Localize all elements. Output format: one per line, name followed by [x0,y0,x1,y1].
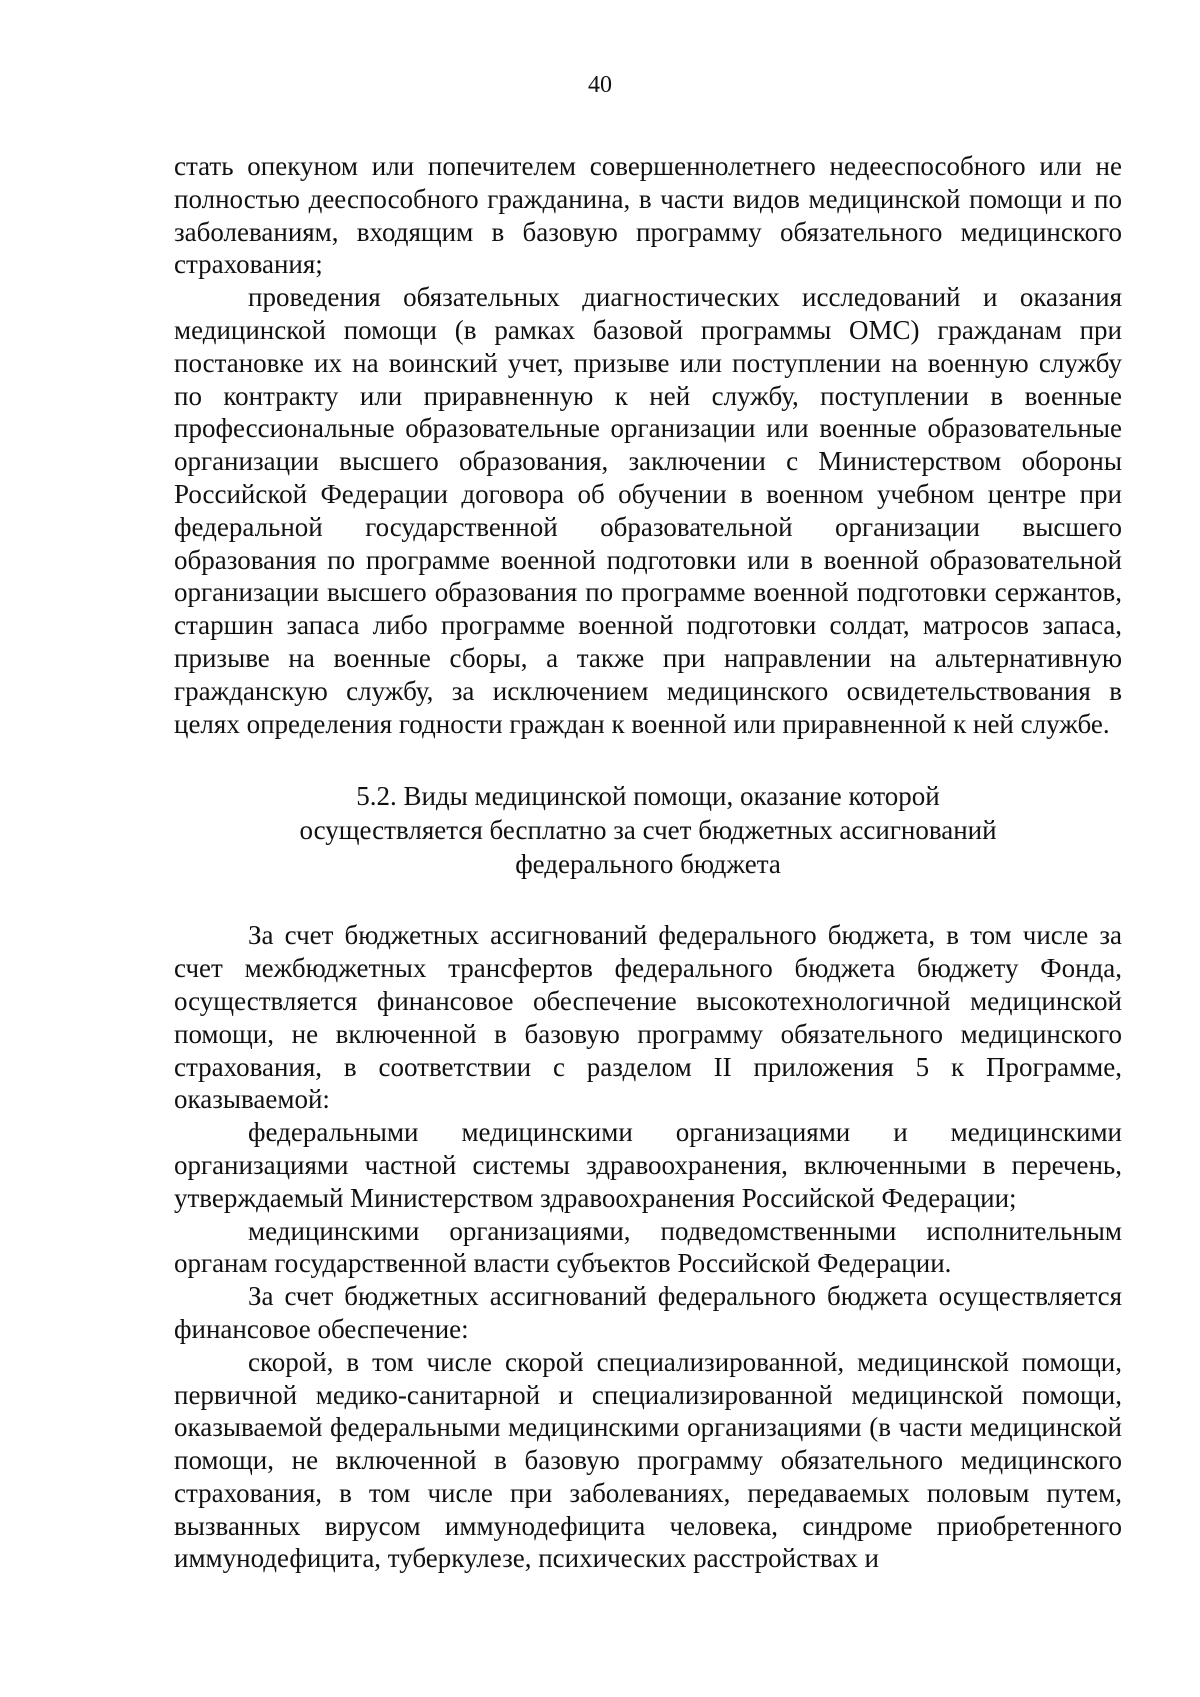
section-heading-line-1: 5.2. Виды медицинской помощи, оказание которой [356,781,940,812]
paragraph-continuation: стать опекуном или попечителем совершеннолетнего недееспособного или не полностью дееспособного гражданина, в части видов медицинской помощи и по заболеваниям, входящим в базовую программу обязательного медицинского страхования; [174,151,1122,280]
document-body [174,150,1122,1575]
paragraph-federal-organizations: федеральными медицинскими организациями и медицинскими организациями частной системы здравоохранения, включенными в перечень, утверждаемый Министерством здравоохранения Российской Федерации; [174,1117,1122,1213]
paragraph-military-registration: проведения обязательных диагностических исследований и оказания медицинской помощи (в рамках базовой программы ОМС) гражданам при постановке их на воинский учет, призыве или поступлении на военную службу по контракту или приравненную к ней службу, поступлении в военные профессиональные образовательные организации или военные образовательные организации высшего образования, заключении с Министерством обороны Российской Федерации договора об обучении в военном учебном центре при федеральной государственной образовательной организации высшего образования по программе военной подготовки или в военной образовательной организации высшего образования по программе военной подготовки сержантов, старшин запаса либо программе военной подготовки солдат, матросов запаса, призыве на военные сборы, а также при направлении на альтернативную гражданскую службу, за исключением медицинского освидетельствования в целях определения годности граждан к военной или приравненной к ней службе. [174,282,1122,739]
paragraph-subordinate-organizations: медицинскими организациями, подведомственными исполнительным органам государственной власти субъектов Российской Федерации. [174,1215,1122,1279]
section-heading-line-3: федерального бюджета [515,849,781,880]
paragraph-federal-budget-htmp: За счет бюджетных ассигнований федерального бюджета, в том числе за счет межбюджетных трансфертов федерального бюджета бюджету Фонда, осуществляется финансовое обеспечение высокотехнологичной медицинской помощи, не включенной в базовую программу обязательного медицинского страхования, в соответствии с разделом II приложения 5 к Программе, оказываемой: [174,920,1122,1115]
paragraph-financial-provision: За счет бюджетных ассигнований федерального бюджета осуществляется финансовое обеспечение: [174,1281,1122,1344]
page-number: 40 [588,72,612,98]
section-heading-line-2: осуществляется бесплатно за счет бюджетных ассигнований [299,815,997,846]
section-heading [258,779,1038,881]
paragraph-emergency-care: скорой, в том числе скорой специализированной, медицинской помощи, первичной медико-санитарной и специализированной медицинской помощи, оказываемой федеральными медицинскими организациями (в части медицинской помощи, не включенной в базовую программу обязательного медицинского страхования, в том числе при заболеваниях, передаваемых половым путем, вызванных вирусом иммунодефицита человека, синдроме приобретенного иммунодефицита, туберкулезе, психических расстройствах и [174,1346,1122,1574]
